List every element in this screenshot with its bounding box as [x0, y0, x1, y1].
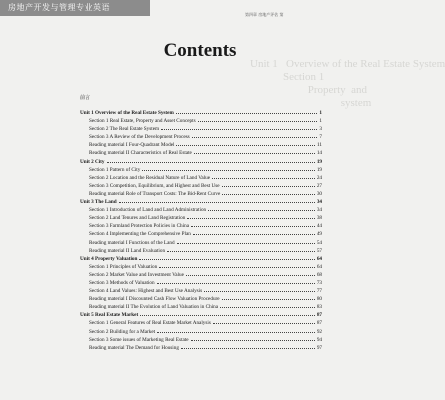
toc-unit-row	[80, 311, 322, 319]
dot-leader	[119, 202, 315, 203]
dot-leader	[222, 186, 315, 187]
dot-leader	[186, 275, 315, 276]
toc-entry-row	[80, 279, 322, 287]
dot-leader	[220, 307, 315, 308]
toc-page-number: 27	[316, 182, 322, 189]
toc-page-number: 19	[316, 166, 322, 173]
toc-page-number: 7	[319, 134, 322, 141]
toc-page-number: 3	[319, 126, 322, 133]
toc-entry-label: Unit 2 City	[80, 158, 105, 165]
toc-unit-row	[80, 255, 322, 263]
toc-unit-row	[80, 109, 322, 117]
toc-entry-label: Section 1 Introduction of Land and Land Administration	[89, 207, 207, 214]
toc-page-number: 73	[316, 279, 322, 286]
toc-entry-label: Section 3 Some issues of Marketing Real Estate	[89, 336, 189, 343]
toc-entry-label: Reading material Role of Transport Costs: The Bid-Rent Curve	[89, 190, 221, 197]
dot-leader	[191, 226, 315, 227]
toc-entry-label: Section 2 Location and the Residual Nature of Land Value	[89, 174, 211, 181]
toc-entry-row	[80, 125, 322, 133]
toc-entry-label: Section 2 The Real Estate System	[89, 126, 160, 133]
toc-entry-row	[80, 344, 322, 352]
dot-leader	[142, 170, 315, 171]
toc-page-number: 34	[316, 207, 322, 214]
toc-page-number: 19	[316, 158, 322, 165]
dot-leader	[181, 348, 315, 349]
toc-page-number: 44	[316, 223, 322, 230]
toc-page-number: 92	[316, 328, 322, 335]
toc-page-number: 87	[316, 320, 322, 327]
toc-entry-label: Section 1 Pattern of City	[89, 166, 141, 173]
toc-entry-row	[80, 166, 322, 174]
toc-entry-label: Section 3 Competition, Equilibrium, and Highest and Best Use	[89, 182, 220, 189]
series-header-tab	[0, 0, 150, 16]
dot-leader	[192, 137, 318, 138]
dot-leader	[161, 129, 317, 130]
toc-page-number: 68	[316, 271, 322, 278]
toc-entry-label: Section 1 Real Estate, Property and Asset Concepts	[89, 118, 196, 125]
toc-entry-row	[80, 182, 322, 190]
toc-entry-label: Section 2 Market Value and Investment Value	[89, 271, 184, 278]
running-header: 第四章 房地产评估 第	[245, 12, 284, 17]
toc-entry-row	[80, 214, 322, 222]
toc-entry-row	[80, 295, 322, 303]
dot-leader	[204, 291, 315, 292]
toc-page-number: 1	[319, 110, 322, 116]
toc-entry-label: Section 2 Building for a Market	[89, 328, 156, 335]
dot-leader	[157, 283, 315, 284]
toc-entry-row	[80, 239, 322, 247]
toc-entry-row	[80, 263, 322, 271]
toc-page-number: 11	[317, 142, 322, 149]
toc-entry-row	[80, 174, 322, 182]
toc-entry-label: Section 1 Principles of Valuation	[89, 263, 158, 270]
dot-leader	[222, 299, 315, 300]
toc-unit-row	[80, 198, 322, 206]
toc-entry-label: Reading material II Land Evaluation	[89, 247, 166, 254]
dot-leader	[191, 340, 315, 341]
toc-entry-label: Reading material The Demand for Housing	[89, 344, 179, 351]
series-title: 房地产开发与管理专业英语	[8, 3, 110, 12]
toc-entry-row	[80, 230, 322, 238]
toc-page-number: 1	[319, 118, 322, 125]
toc-entry-row	[80, 117, 322, 125]
dot-leader	[213, 323, 315, 324]
toc-entry-label: Reading material II The Evolution of Land Valuation in China	[89, 304, 219, 311]
table-of-contents	[80, 109, 322, 352]
dot-leader	[194, 153, 315, 154]
toc-entry-row	[80, 319, 322, 327]
toc-page-number: 30	[316, 190, 322, 197]
toc-page-number: 64	[316, 263, 322, 270]
toc-entry-label: Reading material I Functions of the Land	[89, 239, 175, 246]
toc-entry-label: Section 2 Land Tenures and Land Registration	[89, 215, 186, 222]
toc-page-number: 87	[316, 312, 322, 319]
toc-entry-row	[80, 247, 322, 255]
toc-entry-label: Section 4 Land Values: Highest and Best Use Analysis	[89, 288, 203, 295]
toc-entry-row	[80, 149, 322, 157]
toc-page-number: 57	[316, 247, 322, 254]
toc-entry-row	[80, 328, 322, 336]
toc-entry-row	[80, 190, 322, 198]
toc-unit-row	[80, 158, 322, 166]
toc-entry-label: Section 4 Implementing the Comprehensive Plan	[89, 231, 191, 238]
dot-leader	[107, 162, 315, 163]
toc-entry-label: Unit 5 Real Estate Market	[80, 312, 139, 319]
preface-label: 前言	[80, 95, 91, 101]
dot-leader	[139, 259, 314, 260]
toc-entry-row	[80, 271, 322, 279]
dot-leader	[157, 332, 315, 333]
toc-page-number: 64	[316, 255, 322, 262]
toc-entry-label: Section 3 Farmland Protection Policies in China	[89, 223, 189, 230]
dot-leader	[176, 145, 315, 146]
toc-page-number: 83	[316, 304, 322, 311]
dot-leader	[193, 234, 315, 235]
dot-leader	[176, 113, 318, 114]
toc-page-number: 14	[316, 150, 322, 157]
dot-leader	[212, 178, 315, 179]
dot-leader	[159, 267, 315, 268]
toc-page-number: 38	[316, 215, 322, 222]
dot-leader	[167, 251, 315, 252]
toc-entry-label: Section 3 A Review of the Development Process	[89, 134, 190, 141]
toc-entry-row	[80, 206, 322, 214]
toc-entry-row	[80, 303, 322, 311]
toc-page-number: 77	[316, 288, 322, 295]
toc-entry-label: Unit 3 The Land	[80, 199, 117, 206]
dot-leader	[198, 121, 318, 122]
toc-entry-label: Reading material II Characteristics of Real Estate	[89, 150, 192, 157]
toc-entry-label: Unit 1 Overview of the Real Estate System	[80, 110, 174, 116]
page-title: Contents	[163, 40, 237, 61]
toc-entry-row	[80, 222, 322, 230]
toc-page-number: 94	[316, 336, 322, 343]
toc-entry-row	[80, 287, 322, 295]
toc-entry-label: Reading material I Four-Quadrant Model	[89, 142, 175, 149]
dot-leader	[187, 218, 314, 219]
toc-page-number: 24	[316, 174, 322, 181]
dot-leader	[208, 210, 315, 211]
toc-entry-label: Section 3 Methods of Valuation	[89, 279, 155, 286]
toc-entry-label: Unit 4 Property Valuation	[80, 255, 138, 262]
dot-leader	[177, 243, 315, 244]
toc-page-number: 97	[316, 344, 322, 351]
toc-page-number: 80	[316, 296, 322, 303]
toc-page-number: 49	[316, 231, 322, 238]
toc-page-number: 54	[316, 239, 322, 246]
dot-leader	[222, 194, 315, 195]
toc-entry-label: Reading material I Discounted Cash Flow Valuation Procedure	[89, 296, 220, 303]
toc-entry-row	[80, 336, 322, 344]
dot-leader	[140, 315, 315, 316]
toc-page-number: 34	[316, 199, 322, 206]
toc-entry-label: Section 1 General Features of Real Estate Market Analysis	[89, 320, 211, 327]
show-through-text: Unit 1 Overview of the Real Estate System Section 1 Property and system	[250, 58, 445, 109]
toc-entry-row	[80, 141, 322, 149]
toc-entry-row	[80, 133, 322, 141]
